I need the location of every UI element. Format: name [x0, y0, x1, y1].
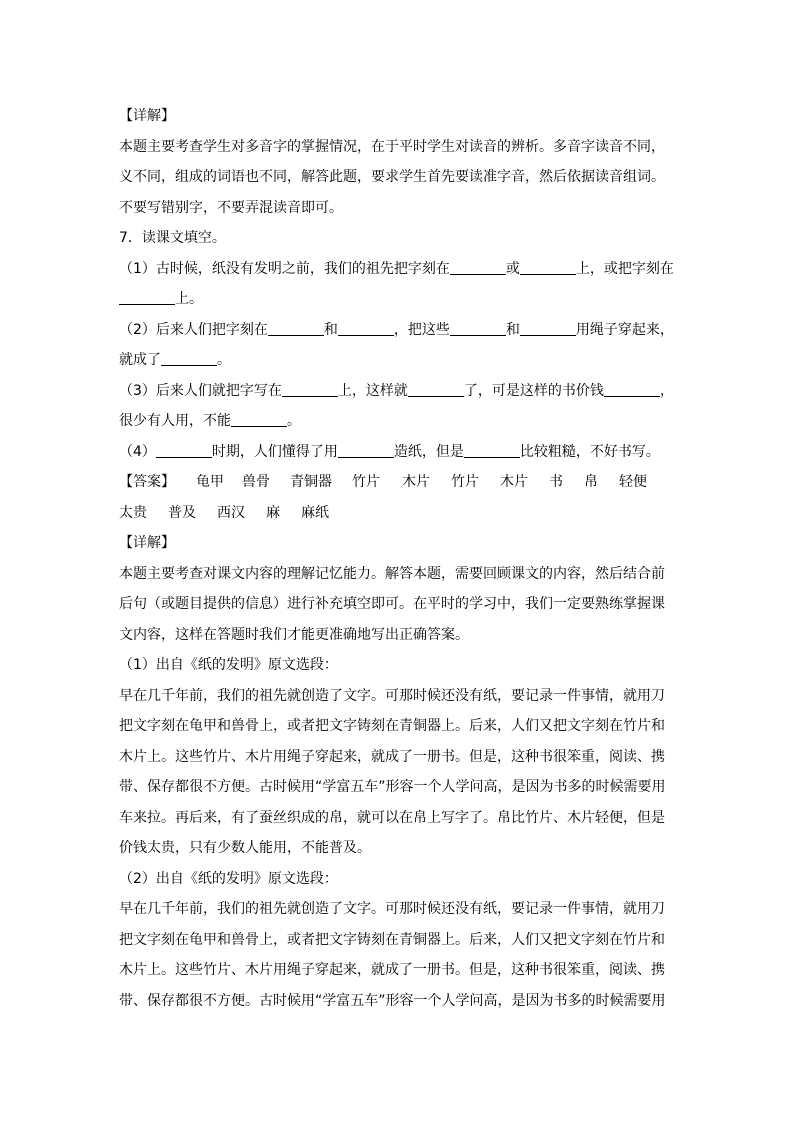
answer-item: 青铜器: [290, 474, 332, 490]
answer-item: 西汉: [217, 504, 245, 521]
page-content: [119, 101, 679, 1016]
excerpt-line: 把文字刻在龟甲和兽骨上，或者把文字铸刻在青铜器上。后来，人们又把文字刻在竹片和: [119, 931, 665, 948]
fill-blank: [450, 319, 506, 336]
question-text: 和: [505, 321, 520, 338]
question-text: 。: [217, 352, 231, 368]
question-text: 和: [323, 321, 338, 338]
question-3-cont: [119, 406, 679, 437]
fill-blank: [268, 319, 324, 336]
answer-label: 【答案】: [119, 474, 175, 490]
answer-item: 帛: [584, 474, 598, 490]
question-2-cont: [119, 345, 679, 376]
answer-item: 轻便: [619, 474, 647, 490]
excerpt-line: 车来拉。再后来，有了蚕丝织成的帛，就可以在帛上写字了。帛比竹片、木片轻便，但是: [119, 809, 665, 826]
answer-item: 书: [549, 474, 563, 490]
question-text: ，: [659, 382, 674, 399]
answer-item: 木片: [500, 474, 528, 490]
question-text: 很少有人用，不能: [119, 413, 231, 429]
answer-item: 竹片: [352, 474, 380, 490]
answer-item: 木片: [402, 474, 430, 490]
excerpt-line: 带、保存都很不方便。古时候用“学富五车”形容一个人学问高，是因为书多的时候需要用: [119, 992, 666, 1009]
question-text: 了，可是这样的书价钱: [463, 382, 604, 399]
fill-blank: [231, 410, 287, 427]
question-title: 7．读课文填空。: [119, 230, 226, 246]
question-text: 就成了: [119, 352, 161, 368]
question-4: [119, 437, 679, 468]
question-text: 时期，人们懂得了用: [211, 443, 338, 460]
fill-blank: [520, 319, 576, 336]
excerpt-line: 早在几千年前，我们的祖先就创造了文字。可那时候还没有纸，要记录一件事情，就用刀: [119, 687, 665, 704]
paragraph-line: 本题主要考查对课文内容的理解记忆能力。解答本题，需要回顾课文的内容，然后结合前: [119, 565, 665, 582]
fill-blank: [282, 380, 338, 397]
question-text: （4）: [119, 443, 156, 460]
paragraph-line: 本题主要考查学生对多音字的掌握情况，在于平时学生对读音的辨析。多音字读音不同，: [119, 138, 665, 155]
paragraph-line: 后句（或题目提供的信息）进行补充填空即可。在平时的学习中，我们一定要熟练掌握课: [119, 596, 665, 612]
question-text: 造纸，但是: [393, 443, 464, 460]
answer-item: 兽骨: [242, 474, 270, 490]
answer-item: 麻纸: [301, 504, 329, 521]
question-text: 用绳子穿起来，: [575, 321, 674, 338]
fill-blank: [464, 441, 520, 458]
question-1: [119, 254, 679, 285]
excerpt-line: 带、保存都很不方便。古时候用“学富五车”形容一个人学问高，是因为书多的时候需要用: [119, 779, 666, 795]
excerpt-title: （2）出自《纸的发明》原文选段：: [119, 870, 338, 887]
question-text: ，把这些: [393, 321, 450, 338]
question-text: 比较粗糙，不好书写。: [519, 443, 660, 460]
excerpt-line: 木片上。这些竹片、木片用绳子穿起来，就成了一册书。但是，这种书很笨重，阅读、携: [119, 748, 665, 765]
answer-item: 普及: [168, 504, 196, 521]
fill-blank: [408, 380, 464, 397]
excerpt-line: 价钱太贵，只有少数人能用，不能普及。: [119, 840, 371, 856]
question-text: 上，或把字刻在: [575, 260, 674, 277]
fill-blank: [338, 441, 394, 458]
answer-item: 竹片: [451, 474, 479, 490]
paragraph-line: 文内容，这样在答题时我们才能更准确地写出正确答案。: [119, 626, 469, 643]
question-text: （3）后来人们就把字写在: [119, 382, 282, 399]
fill-blank: [338, 319, 394, 336]
answer-row: [119, 498, 679, 529]
question-text: 上。: [175, 291, 203, 307]
answer-item: 麻: [266, 504, 280, 521]
answer-row: [119, 467, 679, 498]
excerpt-line: 把文字刻在龟甲和兽骨上，或者把文字铸刻在青铜器上。后来，人们又把文字刻在竹片和: [119, 718, 665, 734]
answer-item: 龟甲: [196, 474, 224, 490]
fill-blank: [450, 258, 506, 275]
excerpt-line: 早在几千年前，我们的祖先就创造了文字。可那时候还没有纸，要记录一件事情，就用刀: [119, 901, 665, 917]
question-text: 或: [505, 260, 520, 277]
question-text: （2）后来人们把字刻在: [119, 321, 268, 338]
excerpt-title: （1）出自《纸的发明》原文选段：: [119, 657, 338, 673]
fill-blank: [604, 380, 660, 397]
question-1-cont: [119, 284, 679, 315]
excerpt-line: 木片上。这些竹片、木片用绳子穿起来，就成了一册书。但是，这种书很笨重，阅读、携: [119, 962, 665, 978]
paragraph-line: 不要写错别字，不要弄混读音即可。: [119, 199, 343, 216]
fill-blank: [119, 288, 175, 305]
question-2: [119, 315, 679, 346]
question-3: [119, 376, 679, 407]
question-text: 上，这样就: [337, 382, 408, 399]
answer-item: 太贵: [119, 504, 147, 521]
fill-blank: [156, 441, 212, 458]
section-heading: 【详解】: [119, 108, 175, 124]
fill-blank: [161, 349, 217, 366]
question-text: 。: [287, 413, 301, 429]
section-heading: 【详解】: [119, 535, 175, 551]
paragraph-line: 义不同，组成的词语也不同，解答此题，要求学生首先要读准字音，然后依据读音组词。: [119, 169, 665, 185]
fill-blank: [520, 258, 576, 275]
question-text: （1）古时候，纸没有发明之前，我们的祖先把字刻在: [119, 260, 450, 277]
